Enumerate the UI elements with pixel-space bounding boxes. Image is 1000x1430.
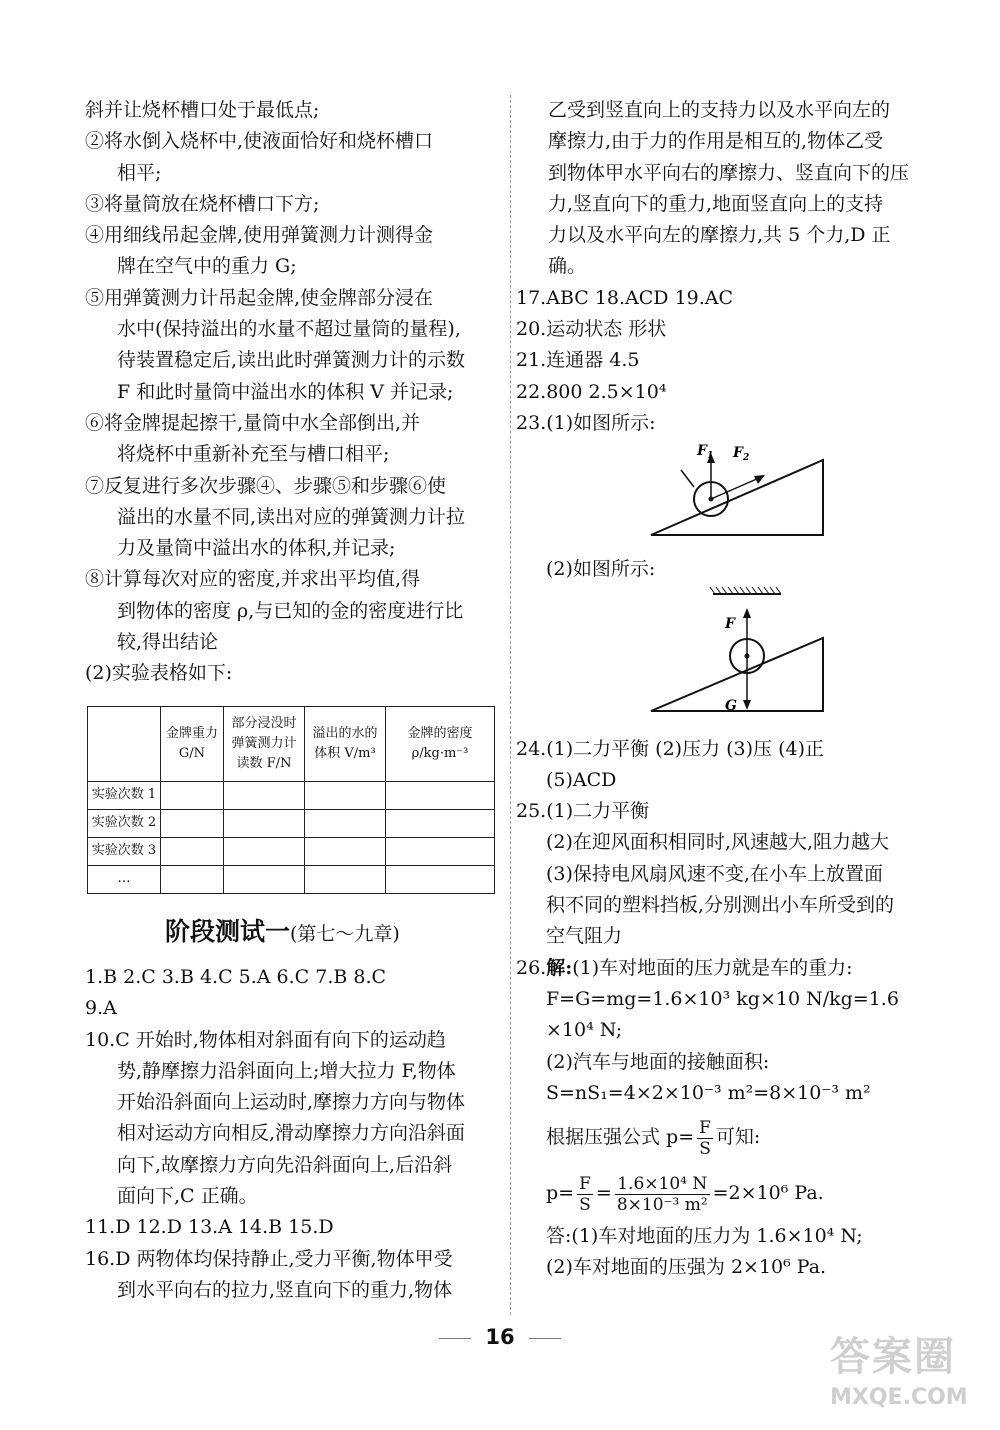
arrowhead: [743, 608, 751, 618]
label-f: F: [725, 615, 735, 632]
q26-line: (2)车对地面的压强为 2×10⁶ Pa.: [546, 1256, 827, 1279]
text-line: 到物体甲水平向右的摩擦力、竖直向下的压: [548, 161, 910, 184]
q26-line: ×10⁴ N;: [546, 1019, 623, 1042]
answer-line: (5)ACD: [546, 768, 617, 791]
ceiling-hatch: [710, 587, 781, 594]
right-column: [516, 95, 936, 1284]
answer-line: 9.A: [85, 997, 117, 1020]
answer-line: 17.ABC 18.ACD 19.AC: [516, 286, 734, 309]
formula-text: 根据压强公式 p=: [546, 1126, 695, 1149]
text-line: F 和此时量筒中溢出水的体积 V 并记录;: [117, 380, 454, 403]
answer-line: 面向下,C 正确。: [117, 1185, 258, 1208]
answer-line: 空气阻力: [546, 925, 623, 948]
text-line: 水中(保持溢出的水量不超过量筒的量程),: [117, 318, 461, 341]
text-line: 摩擦力,由于力的作用是相互的,物体乙受: [548, 130, 884, 153]
q26-line: [516, 953, 936, 984]
incline-force-diagram-1: [641, 439, 831, 544]
watermark-url: MXQE.COM: [830, 1385, 968, 1410]
column-divider: [510, 95, 511, 1315]
q26-line: 答:(1)车对地面的压力为 1.6×10⁴ N;: [546, 1225, 863, 1248]
text-line: 较,得出结论: [117, 631, 219, 654]
text-line: 乙受到竖直向上的支持力以及水平向左的: [548, 99, 891, 121]
incline-normal-line: [681, 470, 694, 487]
experiment-table: [87, 706, 495, 894]
q26-line: F=G=mg=1.6×10³ kg×10 N/kg=1.6: [546, 987, 899, 1010]
text-line: 力及量筒中溢出水的体积,并记录;: [117, 537, 396, 560]
answer-line: 势,静摩擦力沿斜面向上;增大拉力 F,物体: [117, 1059, 456, 1082]
label-f1: $F_1$: [697, 443, 714, 462]
text-line: (2)如图所示:: [546, 558, 656, 581]
text-line: ⑥将金牌提起擦干,量筒中水全部倒出,并: [85, 411, 421, 434]
text-line: 斜并让烧杯槽口处于最低点;: [85, 99, 320, 121]
formula-text: 可知:: [715, 1126, 761, 1149]
fraction-denominator: S: [579, 1194, 591, 1215]
text-line: ④用细线吊起金牌,使用弹簧测力计测得金: [85, 224, 434, 247]
q26-solve-label: 解:: [546, 956, 573, 979]
text-line: 牌在空气中的重力 G;: [117, 255, 297, 278]
table-row-label: 实验次数 3: [88, 837, 161, 865]
formula-text: p=: [546, 1182, 575, 1205]
q26-text: (1)车对地面的压力就是车的重力:: [572, 956, 853, 979]
table-row-label: 实验次数 1: [88, 781, 161, 809]
answer-line: 16.D 两物体均保持静止,受力平衡,物体甲受: [85, 1247, 453, 1270]
text-line: ⑧计算每次对应的密度,并求出平均值,得: [85, 568, 421, 591]
label-f2: $F_2$: [733, 445, 750, 464]
section-title-main: 阶段测试一: [165, 916, 291, 946]
text-line: (2)实验表格如下:: [85, 662, 233, 685]
answer-line: 到水平向右的拉力,竖直向下的重力,物体: [117, 1278, 453, 1301]
formula-text: =: [595, 1182, 612, 1205]
table-row: [88, 837, 495, 865]
fraction: [615, 1174, 710, 1215]
left-column: [85, 95, 505, 1306]
fraction: [577, 1174, 593, 1215]
table-row: [88, 781, 495, 809]
answer-line: 1.B 2.C 3.B 4.C 5.A 6.C 7.B 8.C: [85, 965, 387, 988]
page-number-text: 16: [485, 1325, 515, 1349]
fraction-numerator: F: [579, 1173, 591, 1194]
fraction-numerator: 1.6×10⁴ N: [615, 1174, 710, 1195]
answer-line: 积不同的塑料挡板,分别测出小车所受到的: [546, 894, 895, 917]
answer-line: (2)在迎风面积相同时,风速越大,阻力越大: [546, 831, 889, 854]
table-header-cell: 金牌重力 G/N: [161, 706, 224, 781]
text-line: 将烧杯中重新补充至与槽口相平;: [117, 443, 390, 466]
watermark-logo: 答案圈: [830, 1334, 956, 1380]
text-line: ⑤用弹簧测力计吊起金牌,使金牌部分浸在: [85, 286, 434, 309]
text-line: 待装置稳定后,读出此时弹簧测力计的示数: [117, 349, 466, 372]
incline-triangle: [651, 638, 823, 711]
q26-formula-line: [516, 1165, 936, 1221]
answer-line: 相对运动方向相反,滑动摩擦力方向沿斜面: [117, 1122, 466, 1145]
fraction-denominator: 8×10⁻³ m²: [616, 1194, 708, 1215]
text-line: 溢出的水量不同,读出对应的弹簧测力计拉: [117, 505, 466, 528]
table-row-label: …: [88, 865, 161, 893]
incline-force-diagram-2: [641, 586, 831, 726]
text-line: 力以及水平向左的摩擦力,共 5 个力,D 正: [548, 224, 891, 247]
text-line: ⑦反复进行多次步骤④、步骤⑤和步骤⑥使: [85, 474, 447, 497]
q26-formula-line: [516, 1109, 936, 1165]
answer-line: 11.D 12.D 13.A 14.B 15.D: [85, 1216, 334, 1239]
text-line: 相平;: [117, 161, 162, 184]
answer-line: 23.(1)如图所示:: [516, 411, 656, 434]
table-row: [88, 865, 495, 893]
q26-line: (2)汽车与地面的接触面积:: [546, 1050, 770, 1073]
table-row: [88, 809, 495, 837]
table-header-cell: 部分浸没时弹簧测力计读数 F/N: [224, 706, 305, 781]
answer-line: 开始沿斜面向上运动时,摩擦力方向与物体: [117, 1091, 466, 1114]
table-header-cell: [88, 706, 161, 781]
answer-line: 21.连通器 4.5: [516, 349, 640, 372]
text-line: 到物体的密度 ρ,与已知的金的密度进行比: [117, 599, 464, 622]
arrowhead: [743, 700, 751, 710]
answer-line: 10.C 开始时,物体相对斜面有向下的运动趋: [85, 1028, 446, 1051]
section-title-sub: (第七～九章): [290, 922, 400, 945]
formula-text: =2×10⁶ Pa.: [712, 1182, 824, 1205]
answer-line: 20.运动状态 形状: [516, 318, 667, 341]
fraction-numerator: F: [699, 1117, 711, 1138]
answer-line: 25.(1)二力平衡: [516, 800, 650, 823]
section-title: [85, 916, 505, 950]
answer-line: 向下,故摩擦力方向先沿斜面向上,后沿斜: [117, 1153, 453, 1176]
q26-number: 26.: [516, 956, 547, 979]
table-header-row: [88, 706, 495, 781]
table-header-cell: 溢出的水的体积 V/m³: [305, 706, 386, 781]
text-line: ②将水倒入烧杯中,使液面恰好和烧杯槽口: [85, 130, 434, 153]
answer-line: (3)保持电风扇风速不变,在小车上放置面: [546, 862, 883, 885]
incline-triangle: [651, 460, 823, 535]
table-header-cell: 金牌的密度 ρ/kg·m⁻³: [386, 706, 495, 781]
answer-line: 22.800 2.5×10⁴: [516, 380, 667, 403]
label-g: G: [725, 697, 737, 714]
table-row-label: 实验次数 2: [88, 809, 161, 837]
text-line: 确。: [548, 255, 587, 278]
q26-line: S=nS₁=4×2×10⁻³ m²=8×10⁻³ m²: [546, 1081, 871, 1104]
answer-line: 24.(1)二力平衡 (2)压力 (3)压 (4)正: [516, 737, 824, 760]
fraction: [697, 1118, 713, 1159]
text-line: ③将量筒放在烧杯槽口下方;: [85, 192, 320, 215]
text-line: 力,竖直向下的重力,地面竖直向上的支持: [548, 192, 884, 215]
fraction-denominator: S: [699, 1138, 711, 1159]
force-f2-arrow: [711, 478, 759, 499]
watermark: [830, 1325, 995, 1425]
